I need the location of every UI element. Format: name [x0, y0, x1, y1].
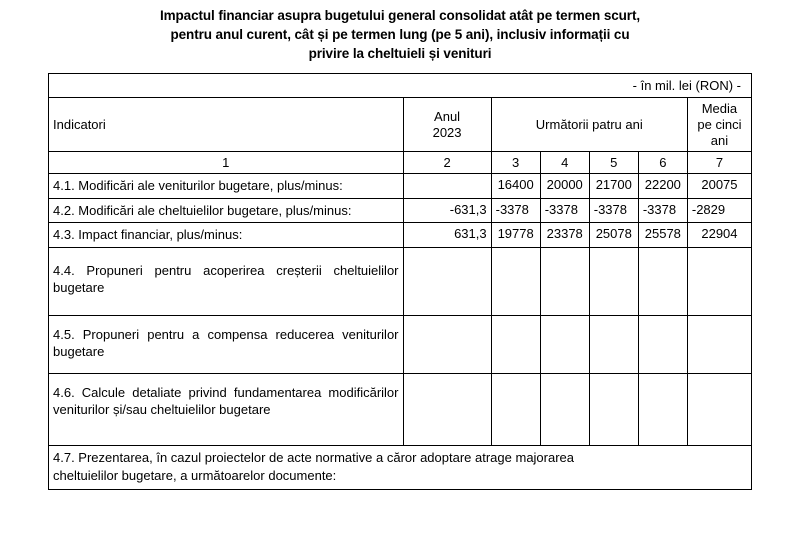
row-4-3-year-5: 25078 [589, 223, 638, 248]
header-avg-line2: pe cinci [697, 117, 742, 133]
row-4-6-current-year [403, 373, 491, 445]
row-4-3-year-3: 19778 [491, 223, 540, 248]
row-4-4-current-year [403, 247, 491, 315]
column-number-6: 6 [638, 152, 687, 174]
row-label-4-5: 4.5. Propuneri pentru a compensa reducerea veniturilor bugetare [49, 315, 404, 373]
row-4-4-year-4 [540, 247, 589, 315]
row-4-2-year-3: -3378 [491, 198, 540, 223]
row-4-5-year-6 [638, 315, 687, 373]
header-current-year-line1: Anul [434, 109, 461, 125]
table-row [49, 247, 752, 315]
row-4-4-year-3 [491, 247, 540, 315]
row-4-2-current-year: -631,3 [403, 198, 491, 223]
row-4-2-year-6: -3378 [638, 198, 687, 223]
row-label-4-7 [49, 445, 752, 489]
row-4-1-average: 20075 [687, 174, 751, 199]
table-row [49, 373, 752, 445]
row-4-7-line-2: cheltuielilor bugetare, a următoarelor documente: [53, 467, 337, 483]
column-number-4: 4 [540, 152, 589, 174]
header-indicators: Indicatori [49, 98, 404, 152]
table-row [49, 198, 752, 223]
table-row [49, 445, 752, 489]
row-4-6-year-5 [589, 373, 638, 445]
column-number-7: 7 [687, 152, 751, 174]
column-number-3: 3 [491, 152, 540, 174]
row-4-6-year-4 [540, 373, 589, 445]
row-4-4-average [687, 247, 751, 315]
row-4-5-year-4 [540, 315, 589, 373]
row-4-7-line-1: 4.7. Prezentarea, în cazul proiectelor de acte normative a căror adoptare atrage majorarea [53, 449, 575, 465]
header-next-four-years: Următorii patru ani [491, 98, 687, 152]
column-number-5: 5 [589, 152, 638, 174]
table-row [49, 315, 752, 373]
row-4-2-year-5: -3378 [589, 198, 638, 223]
row-4-1-year-4: 20000 [540, 174, 589, 199]
column-number-2: 2 [403, 152, 491, 174]
page-title-line-1: Impactul financiar asupra bugetului general consolidat atât pe termen scurt, [159, 8, 640, 23]
row-4-1-year-5: 21700 [589, 174, 638, 199]
row-4-3-current-year: 631,3 [403, 223, 491, 248]
row-4-5-year-3 [491, 315, 540, 373]
row-4-6-average [687, 373, 751, 445]
row-label-4-3: 4.3. Impact financiar, plus/minus: [49, 223, 404, 248]
row-label-4-1: 4.1. Modificări ale veniturilor bugetare, plus/minus: [49, 174, 404, 199]
row-4-5-current-year [403, 315, 491, 373]
page-title-line-2: pentru anul curent, cât și pe termen lung (pe 5 ani), inclusiv informații cu [170, 27, 630, 43]
row-label-4-6: 4.6. Calcule detaliate privind fundamentarea modificărilor veniturilor și/sau cheltuielilor bugetare [49, 373, 404, 445]
page-title-line-3: privire la cheltuieli și venituri [308, 46, 492, 62]
column-number-1: 1 [49, 152, 404, 174]
header-avg-line3: ani [710, 132, 729, 148]
row-label-4-2: 4.2. Modificări ale cheltuielilor bugetare, plus/minus: [49, 198, 404, 223]
financial-impact-table [48, 97, 752, 489]
table-row [49, 223, 752, 248]
row-4-4-year-6 [638, 247, 687, 315]
row-4-4-year-5 [589, 247, 638, 315]
row-4-2-average: -2829 [687, 198, 751, 223]
row-label-4-4: 4.4. Propuneri pentru acoperirea creșterii cheltuielilor bugetare [49, 247, 404, 315]
table-row [49, 174, 752, 199]
row-4-3-average: 22904 [687, 223, 751, 248]
row-4-2-year-4: -3378 [540, 198, 589, 223]
column-number-row [49, 152, 752, 174]
header-current-year-line2: 2023 [432, 124, 462, 140]
page-title [48, 0, 752, 63]
row-4-6-year-3 [491, 373, 540, 445]
row-4-3-year-4: 23378 [540, 223, 589, 248]
header-five-year-average [687, 98, 751, 152]
row-4-1-current-year [403, 174, 491, 199]
row-4-1-year-6: 22200 [638, 174, 687, 199]
row-4-5-average [687, 315, 751, 373]
header-avg-line1: Media [701, 101, 738, 117]
row-4-6-year-6 [638, 373, 687, 445]
row-4-5-year-5 [589, 315, 638, 373]
row-4-1-year-3: 16400 [491, 174, 540, 199]
unit-note: - în mil. lei (RON) - [48, 73, 752, 97]
header-current-year [403, 98, 491, 152]
row-4-3-year-6: 25578 [638, 223, 687, 248]
